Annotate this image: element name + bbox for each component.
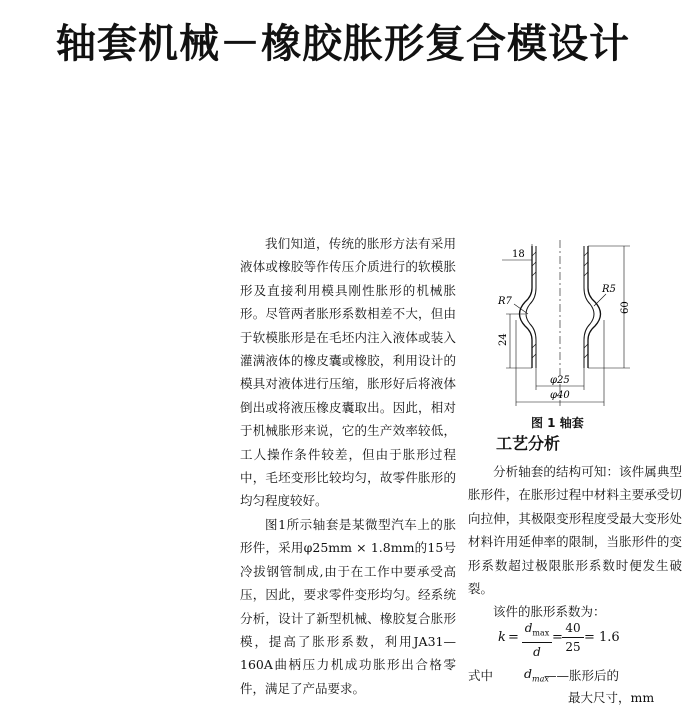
- formula-num2: 40: [565, 621, 581, 635]
- definition-label: 式中: [468, 668, 494, 683]
- r5-label: R5: [602, 284, 616, 295]
- intro-paragraph: 我们知道，传统的胀形方法有采用液体或橡胶等作传压介质进行的软模胀形及直接利用模具刚性胀形的机械胀形。尽管两者胀形系数相差不大，但由于软模胀形是在毛坯内注入液体或装入灌满液体的橡皮囊或橡胶，利用设计的模具对液体进行压缩，胀形好后将液体倒出或将液压橡皮囊取出。因此，相对于机械胀形来说，它的生产效率较低，工人操作条件较差，但由于胀形过程中，毛坯变形比较均匀，故零件胀形的均匀程度较好。: [240, 236, 456, 509]
- phi40-label: φ40: [550, 390, 570, 401]
- part-description-paragraph: 图1所示轴套是某微型汽车上的胀形件，采用φ25mm × 1.8mm的15号冷拔钢管制成,由于在工作中要承受高压，因此，要求零件变形均匀。经系统分析，设计了新型机械、橡胶复合胀形模，提高了胀形系数，利用JA31—160A曲柄压力机成功胀形出合格零件，满足了产品要求。: [240, 516, 456, 696]
- dim-24-label: 24: [498, 333, 509, 346]
- formula-eq: =: [508, 630, 519, 645]
- expansion-formula: [498, 620, 648, 660]
- left-column: [240, 232, 456, 700]
- formula-num1: d: [524, 621, 533, 635]
- sleeve-left-inner: [526, 246, 536, 368]
- r7-label: R7: [498, 296, 512, 307]
- section-heading: 工艺分析: [496, 434, 561, 453]
- formula-result: = 1.6: [584, 630, 620, 645]
- formula-num1-sub: max: [532, 628, 550, 638]
- figure-caption: 图 1 轴套: [531, 416, 584, 430]
- right-column: [468, 460, 682, 624]
- dim-60-label: 60: [620, 301, 631, 314]
- formula-den2: 25: [565, 640, 581, 654]
- formula-k: k: [498, 630, 506, 645]
- formula-fraction-numeric: [562, 620, 584, 655]
- phi25-label: φ25: [550, 375, 570, 386]
- definition-symbol: $d_{max}$: [524, 666, 549, 684]
- definition-desc-2: 最大尺寸，mm: [568, 690, 655, 705]
- formula-fraction-symbolic: [522, 620, 552, 660]
- sleeve-right-wall: [588, 246, 601, 368]
- analysis-paragraph: 分析轴套的结构可知：该件属典型胀形件，在胀形过程中材料主要承受切向拉伸，其极限变形程度受最大变形处材料许用延伸率的限制，当胀形件的变形系数超过极限胀形系数时便发生破裂。: [468, 464, 682, 597]
- sleeve-left-wall: [520, 246, 533, 368]
- sleeve-drawing-svg: [470, 236, 650, 436]
- dim-18-label: 18: [512, 249, 525, 260]
- sleeve-drawing: [470, 236, 650, 436]
- formula-den1: d: [533, 645, 541, 660]
- definition-desc-1: ——胀形后的: [544, 668, 620, 683]
- article-title: 轴套机械－橡胶胀形复合模设计: [56, 21, 630, 67]
- formula-eq-2: =: [552, 630, 563, 645]
- coefficient-intro: 该件的胀形系数为：: [493, 604, 606, 620]
